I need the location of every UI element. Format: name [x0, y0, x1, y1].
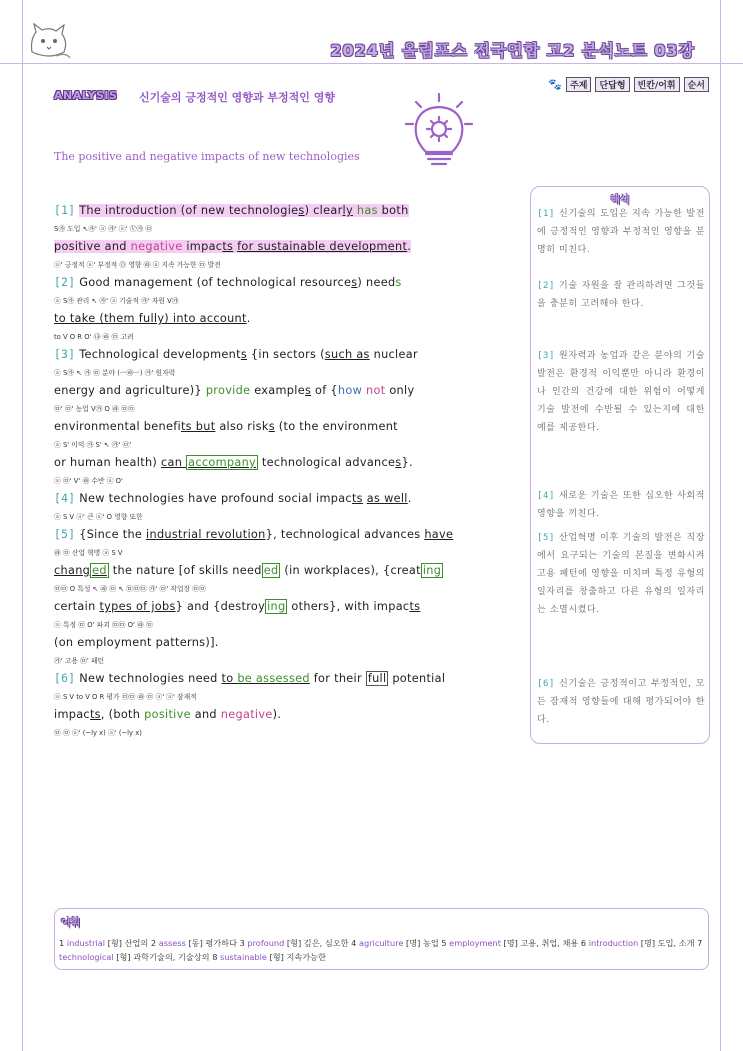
vocabulary-title: 어휘	[61, 918, 81, 929]
translation-paragraph: [2] 기술 자원을 잘 관리하려면 그것들을 충분히 고려해야 한다.	[537, 281, 705, 309]
translation-box	[530, 186, 710, 744]
analysis-title: 신기술의 긍정적인 영향과 부정적인 영향	[139, 91, 335, 104]
grammar-annotation: ㉤' ㉤' 농업 V㉮ O ㉱ ㉤㉤	[54, 405, 135, 413]
passage-line: (on employment patterns)].	[54, 636, 219, 649]
grammar-annotation: ⓐ S V to V O R 평가 ㉤㉤ ㉱ ㉤ ⓐ' ⓐ' 잠재적	[54, 693, 197, 701]
grammar-annotation: ㉤ ㉤ ⓐ' (~ly x) ⓐ' (~ly x)	[54, 729, 142, 737]
passage-line: to take (them fully) into account.	[54, 312, 251, 325]
passage-line: [2] Good management (of technological resources) needs	[54, 276, 402, 289]
vocab-item: 2 assess [동] 평가하다	[150, 938, 240, 948]
passage-line: certain types of jobs} and {destroy ing others}, with impacts	[54, 600, 421, 613]
tag-order[interactable]: 순서	[684, 77, 709, 92]
grammar-annotation: ㉤㉤ O 특성 ↖ ㉱ ㉤ ↖ ㉤㉤㉤ ㉮' ㉤' 작업장 ㉤㉤	[54, 585, 206, 593]
translation-paragraph: [4] 새로운 기술은 또한 심오한 사회적 영향을 끼친다.	[537, 491, 705, 519]
passage-line: [4] New technologies have profound social impacts as well.	[54, 492, 412, 505]
passage-line: impacts, (both positive and negative).	[54, 708, 282, 721]
tag-blank-vocab[interactable]: 빈칸/어휘	[634, 77, 680, 92]
tag-topic[interactable]: 주제	[566, 77, 591, 92]
translation-title: 해석	[610, 195, 630, 206]
vocab-item: 1 industrial [형] 산업의	[59, 938, 151, 948]
passage-line: positive and negative impacts for sustainable development.	[54, 240, 412, 253]
grammar-annotation: ㉮' 고용 ㉤' 패턴	[54, 657, 105, 665]
grammar-annotation: S㉮ 도입 ↖㉮' ⓐ ㉮' ⓐ' Ⓥ㉮ ㉤	[54, 225, 153, 233]
analysis-label: ANALYSIS	[54, 89, 118, 102]
vocab-item: 7 technological [형] 과학기술의, 기술상의	[59, 938, 703, 962]
grammar-annotation: ⓐ S㉮ 관리 ↖ ㉮' ⓐ 기술적 ㉮' 자원 V㉮	[54, 297, 179, 305]
passage-line: [1] The introduction (of new technologies) clearly has both	[54, 204, 409, 217]
vocab-item: 8 sustainable [형] 지속가능한	[212, 952, 327, 962]
passage-line: environmental benefits but also risks (to the environment	[54, 420, 398, 433]
cat-logo-icon	[26, 22, 72, 62]
paw-icon: 🐾	[548, 78, 563, 91]
grammar-annotation: ㉱ ㉤ 산업 혁명 ⓐ S V	[54, 549, 123, 557]
passage-line: [6] New technologies need to be assessed for their full potential	[54, 672, 446, 685]
lightbulb-gear-icon	[404, 92, 474, 168]
vocab-item: 6 introduction [명] 도입, 소개	[580, 938, 698, 948]
question-type-tags	[548, 77, 709, 92]
frame-line-left	[22, 0, 23, 1051]
grammar-annotation: to V O R O' ㉯ ㉱ ㉤ 고려	[54, 333, 134, 341]
translation-paragraph: [6] 신기술은 긍정적이고 부정적인, 모든 잠재적 영향들에 대해 평가되어야 한다.	[537, 679, 705, 725]
grammar-annotation: ⓐ S V ⓐ' 큰 ⓐ' O 영향 또한	[54, 513, 143, 521]
frame-line-top	[0, 63, 743, 64]
passage-line: or human health) can accompany technological advances}.	[54, 456, 413, 469]
vocabulary-box	[54, 908, 709, 970]
passage-line: [3] Technological developments {in sectors (such as nuclear	[54, 348, 418, 361]
grammar-annotation: ⓐ S' 이익 ㉮ S' ↖ ㉮' ㉤'	[54, 441, 132, 449]
translation-paragraph: [1] 신기술의 도입은 지속 가능한 발전에 긍정적인 영향과 부정적인 영향을 분명히 미친다.	[537, 209, 705, 255]
passage-line: chang ed the nature [of skills need ed (in workplaces), {creat ing	[54, 564, 442, 577]
translation-paragraph: [5] 산업혁명 이후 기술의 발전은 직장에서 요구되는 기술의 본질을 변화시켜 고용 패턴에 영향을 미치며 특정 유형의 일자리를 창출하고 다른 유형의 일자리는 소멸시켰다.	[537, 533, 705, 615]
frame-line-right	[720, 0, 721, 1051]
vocab-item: 5 employment [명] 고용, 취업, 채용	[441, 938, 581, 948]
grammar-annotation: ⓐ 특정 ㉤ O' 파괴 ㉤㉤ O' ㉱ ㉤	[54, 621, 153, 629]
tag-short-answer[interactable]: 단답형	[595, 77, 629, 92]
grammar-annotation: ⓐ ㉤' V' ㉱ 수반 ⓐ O'	[54, 477, 123, 485]
passage-line: [5] {Since the industrial revolution}, technological advances have	[54, 528, 454, 541]
page-title: 2024년 올림포스 전국연합 고2 분석노트 03강	[330, 41, 695, 60]
vocab-item: 4 agriculture [명] 농업	[351, 938, 442, 948]
translation-paragraph: [3] 원자력과 농업과 같은 분야의 기술 발전은 환경적 이익뿐만 아니라 환경이나 인간의 건강에 대한 위험이 어떻게 기술 발전에 수반될 수 있는지에 대한 예를 제공한다.	[537, 351, 705, 433]
passage-subtitle: The positive and negative impacts of new technologies	[54, 150, 360, 163]
grammar-annotation: ⓐ S㉮ ↖ ㉮ ㉤ 분야 (ㅡ㉱ㅡ) ㉮' 원자력	[54, 369, 176, 377]
vocabulary-list	[59, 936, 704, 964]
grammar-annotation: ⓐ' 긍정적 ⓐ' 부정적 Ⓞ 영향 ㉱ ⓐ 지속 가능한 ㉤ 발전	[54, 261, 221, 269]
vocab-item: 3 profound [형] 깊은, 심오한	[239, 938, 352, 948]
passage-line: energy and agriculture)} provide examples of {how not only	[54, 384, 415, 397]
